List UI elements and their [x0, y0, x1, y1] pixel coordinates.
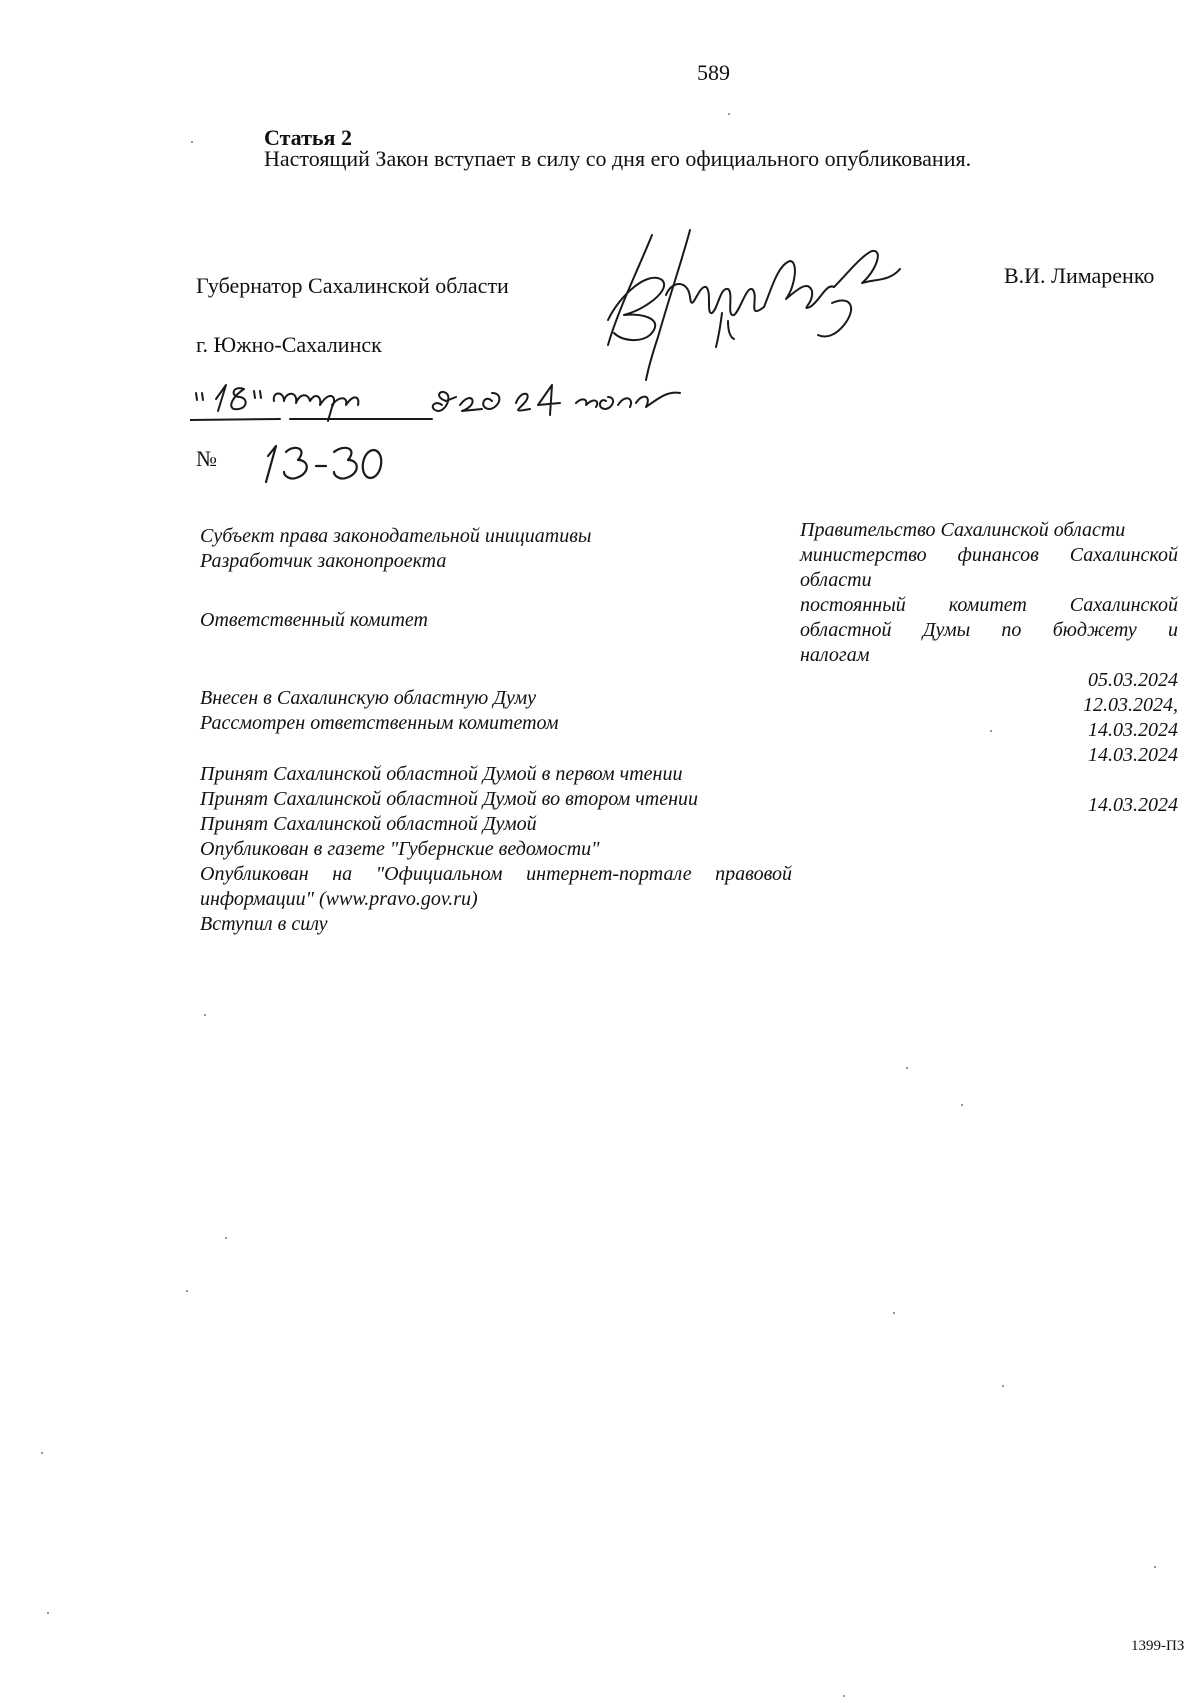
page-number: 589: [697, 60, 730, 85]
developer-label: Разработчик законопроекта: [200, 550, 447, 572]
governor-position: Губернатор Сахалинской области: [196, 273, 509, 298]
committee-label: Ответственный комитет: [200, 609, 428, 631]
scan-speck: [1002, 1385, 1004, 1387]
number-label: №: [196, 446, 217, 471]
scan-speck: [728, 113, 730, 115]
subject-label: Субъект права законодательной инициативы: [200, 525, 592, 547]
considered-date-1: 12.03.2024,: [1083, 694, 1178, 716]
handwritten-number: [262, 438, 392, 493]
first-reading-date: 14.03.2024: [1088, 744, 1178, 766]
adopted-date: 14.03.2024: [1088, 794, 1178, 816]
published-newspaper-label: Опубликован в газете "Губернские ведомости": [200, 838, 600, 860]
stage-labels-group-1: [200, 686, 820, 736]
scan-speck: [961, 1104, 963, 1106]
considered-date-2: 14.03.2024: [1088, 719, 1178, 741]
legislative-info-labels: [200, 524, 820, 574]
considered-label: Рассмотрен ответственным комитетом: [200, 712, 559, 734]
committee-value-line2: областной Думы по бюджету и: [800, 619, 1178, 641]
governor-name: В.И. Лимаренко: [1004, 263, 1155, 288]
introduced-label: Внесен в Сахалинскую областную Думу: [200, 687, 537, 709]
published-portal-label-line1: Опубликован на "Официальном интернет-портале правовой: [200, 863, 792, 885]
governor-signature: [600, 225, 930, 390]
developer-value-line2: области: [800, 569, 872, 591]
stage-labels-group-2: [200, 762, 820, 937]
scan-speck: [906, 1067, 908, 1069]
scan-speck: [843, 1695, 845, 1697]
scan-speck: [204, 1014, 206, 1016]
handwritten-date: [190, 375, 720, 430]
scan-speck: [41, 1452, 43, 1454]
article-title: Статья 2: [264, 125, 352, 150]
article-text: Настоящий Закон вступает в силу со дня его официального опубликования.: [264, 146, 972, 171]
legislative-info-values: [800, 518, 1178, 818]
scan-speck: [186, 1290, 188, 1292]
second-reading-label: Принят Сахалинской областной Думой во втором чтении: [200, 788, 699, 810]
scan-speck: [893, 1312, 895, 1314]
developer-value-line1: министерство финансов Сахалинской: [800, 544, 1178, 566]
subject-value: Правительство Сахалинской области: [800, 519, 1126, 541]
published-portal-label-line2: информации" (www.pravo.gov.ru): [200, 888, 478, 910]
city: г. Южно-Сахалинск: [196, 332, 382, 357]
scan-speck: [191, 141, 193, 143]
document-code: 1399-ПЗ: [1131, 1638, 1185, 1654]
scan-speck: [990, 730, 992, 732]
scan-speck: [225, 1237, 227, 1239]
committee-value-line3: налогам: [800, 644, 870, 666]
committee-value-line1: постоянный комитет Сахалинской: [800, 594, 1178, 616]
adopted-label: Принят Сахалинской областной Думой: [200, 813, 537, 835]
first-reading-label: Принят Сахалинской областной Думой в первом чтении: [200, 763, 683, 785]
scan-speck: [47, 1612, 49, 1614]
scan-speck: [1154, 1566, 1156, 1568]
entered-force-label: Вступил в силу: [200, 913, 328, 935]
introduced-date: 05.03.2024: [1088, 669, 1178, 691]
